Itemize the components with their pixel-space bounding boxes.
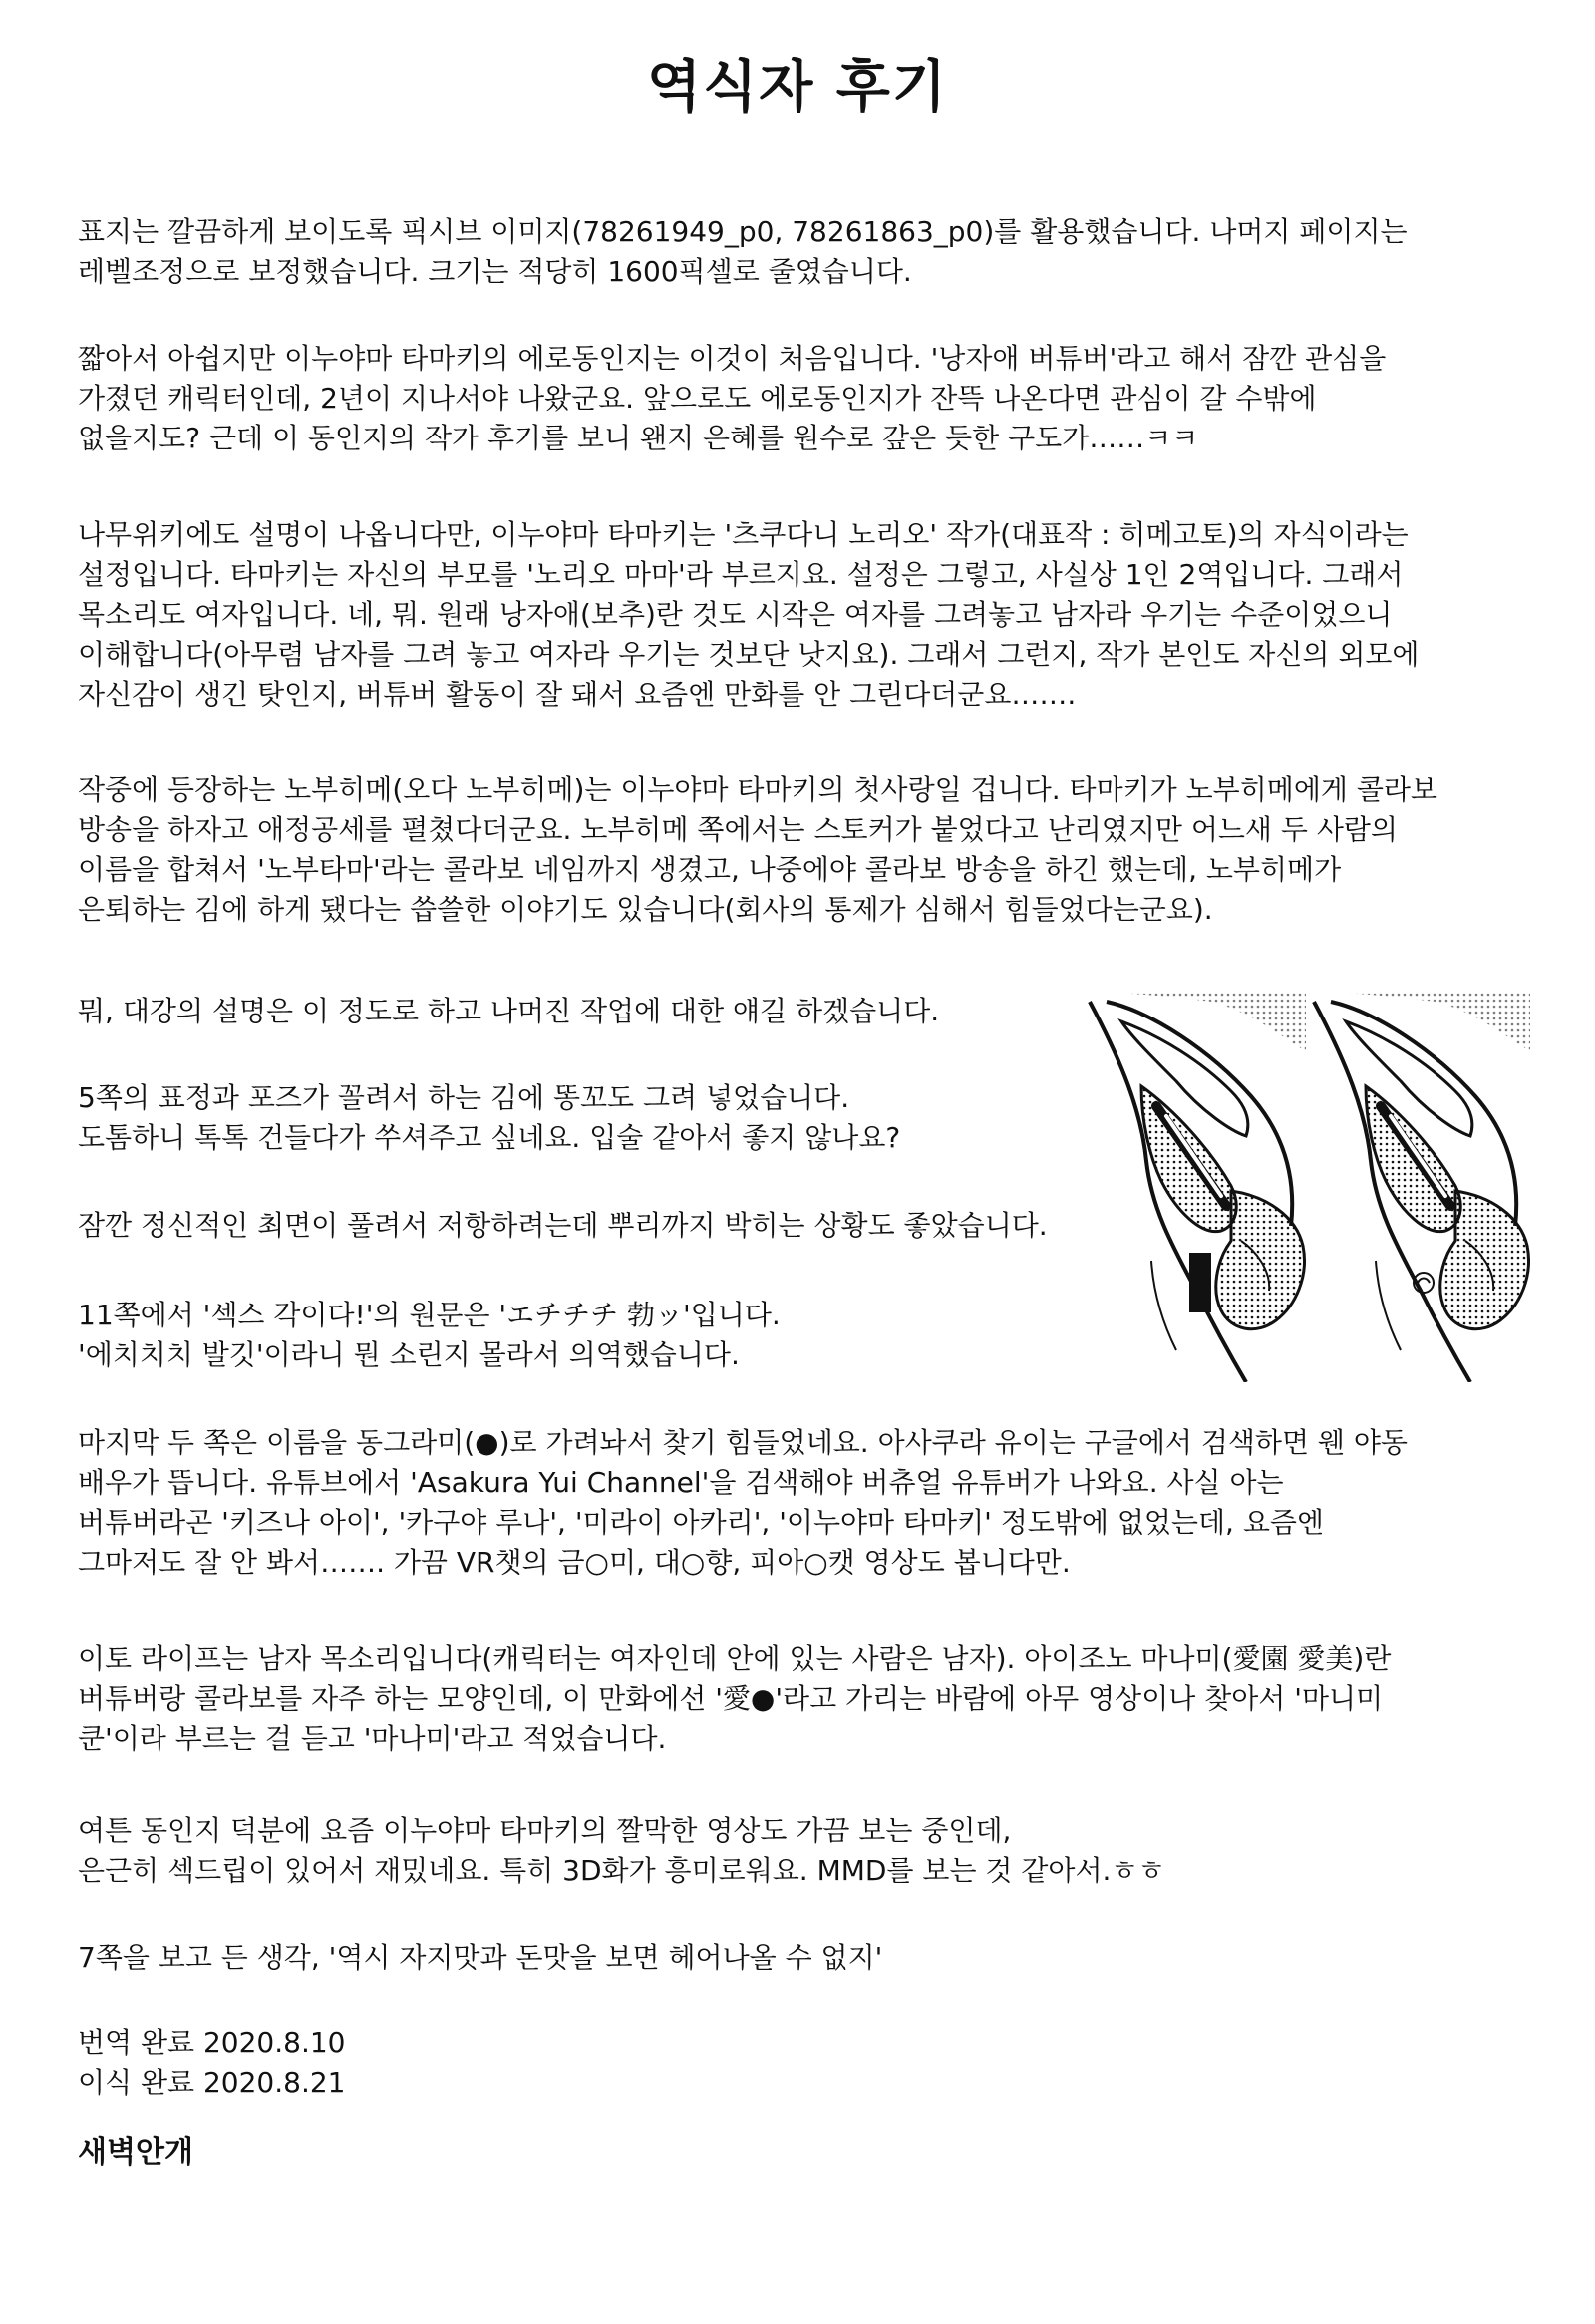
paragraph-hypnosis-note	[78, 1206, 1048, 1246]
text-line: 방송을 하자고 애정공세를 펼쳤다더군요. 노부히메 쪽에서는 스토커가 붙었다고 난리였지만 어느새 두 사람의	[78, 813, 1398, 846]
paragraph-page7-thought	[78, 1938, 882, 1978]
text-line: 가졌던 캐릭터인데, 2년이 지나서야 나왔군요. 앞으로도 에로동인지가 잔뜩 나온다면 관심이 갈 수밖에	[78, 382, 1317, 415]
paragraph-transition	[78, 992, 939, 1031]
text-line: 쿤'이라 부르는 걸 듣고 '마나미'라고 적었습니다.	[78, 1722, 667, 1755]
paragraph-intro	[78, 339, 1386, 458]
text-line: 이름을 합쳐서 '노부타마'라는 콜라보 네임까지 생겼고, 나중에야 콜라보 방송을 하긴 했는데, 노부히메가	[78, 853, 1342, 886]
text-line: 작중에 등장하는 노부히메(오다 노부히메)는 이누야마 타마키의 첫사랑일 겁니다. 타마키가 노부히메에게 콜라보	[78, 773, 1437, 806]
text-line: 도톰하니 톡톡 건들다가 쑤셔주고 싶네요. 입술 같아서 좋지 않나요?	[78, 1121, 901, 1154]
text-line: 은근히 섹드립이 있어서 재밌네요. 특히 3D화가 흥미로워요. MMD를 보는 것 같아서.ㅎㅎ	[78, 1854, 1165, 1887]
text-line: 마지막 두 쪽은 이름을 동그라미(●)로 가려놔서 찾기 힘들었네요. 아사쿠라 유이는 구글에서 검색하면 웬 야동	[78, 1426, 1408, 1459]
text-line: '에치치치 발깃'이라니 뭔 소린지 몰라서 의역했습니다.	[78, 1338, 740, 1371]
paragraph-completion-dates	[78, 2023, 346, 2103]
paragraph-nobuhime	[78, 770, 1437, 930]
paragraph-page11-notes	[78, 1296, 781, 1375]
translator-signature: 새벽안개	[78, 2135, 193, 2170]
paragraph-last-pages	[78, 1423, 1408, 1583]
text-line: 없을지도? 근데 이 동인지의 작가 후기를 보니 왠지 은혜를 원수로 갚은 듯한 구도가……ㅋㅋ	[78, 422, 1199, 454]
text-line: 표지는 깔끔하게 보이도록 픽시브 이미지(78261949_p0, 78261863_p0)를 활용했습니다. 나머지 페이지는	[78, 215, 1408, 248]
text-line: 버튜버랑 콜라보를 자주 하는 모양인데, 이 만화에선 '愛●'라고 가리는 바람에 아무 영상이나 찾아서 '마니미	[78, 1682, 1384, 1715]
text-line: 은퇴하는 김에 하게 됐다는 씁쓸한 이야기도 있습니다(회사의 통제가 심해서 힘들었다는군요).	[78, 893, 1213, 926]
text-line: 7쪽을 보고 든 생각, '역시 자지맛과 돈맛을 보면 헤어나올 수 없지'	[78, 1941, 883, 1974]
text-line: 여튼 동인지 덕분에 요즘 이누야마 타마키의 짤막한 영상도 가끔 보는 중인데,	[78, 1814, 1012, 1847]
text-line: 레벨조정으로 보정했습니다. 크기는 적당히 1600픽셀로 줄였습니다.	[78, 255, 912, 288]
text-line: 11쪽에서 '섹스 각이다!'의 원문은 'エチチチ 勃ッ'입니다.	[78, 1299, 781, 1331]
right-figure	[1306, 992, 1530, 1382]
text-line: 뭐, 대강의 설명은 이 정도로 하고 나머진 작업에 대한 얘길 하겠습니다.	[78, 995, 940, 1027]
paragraph-character-background	[78, 515, 1419, 715]
text-line: 잠깐 정신적인 최면이 풀려서 저항하려는데 뿌리까지 박히는 상황도 좋았습니다.	[78, 1209, 1048, 1242]
text-line: 번역 완료 2020.8.10	[78, 2026, 346, 2059]
paragraph-videos	[78, 1811, 1165, 1890]
left-figure	[1082, 992, 1306, 1382]
manga-panel-illustration-icon	[1082, 992, 1530, 1382]
paragraph-ito-life	[78, 1639, 1391, 1759]
page-title: 역식자 후기	[647, 55, 948, 120]
text-line: 이해합니다(아무렴 남자를 그려 놓고 여자라 우기는 것보단 낫지요). 그래서 그런지, 작가 본인도 자신의 외모에	[78, 638, 1420, 671]
text-line: 이토 라이프는 남자 목소리입니다(캐릭터는 여자인데 안에 있는 사람은 남자). 아이조노 마나미(愛園 愛美)란	[78, 1642, 1392, 1675]
text-line: 나무위키에도 설명이 나옵니다만, 이누야마 타마키는 '츠쿠다니 노리오' 작가(대표작 : 히메고토)의 자식이라는	[78, 518, 1409, 551]
paragraph-page5-notes	[78, 1078, 900, 1158]
text-line: 5쪽의 표정과 포즈가 꼴려서 하는 김에 똥꼬도 그려 넣었습니다.	[78, 1081, 850, 1114]
text-line: 목소리도 여자입니다. 네, 뭐. 원래 낭자애(보추)란 것도 시작은 여자를 그려놓고 남자라 우기는 수준이었으니	[78, 598, 1393, 631]
paragraph-cover-notes	[78, 212, 1408, 292]
text-line: 그마저도 잘 안 봐서……. 가끔 VR챗의 금○미, 대○향, 피아○캣 영상도 봅니다만.	[78, 1546, 1071, 1579]
text-line: 자신감이 생긴 탓인지, 버튜버 활동이 잘 돼서 요즘엔 만화를 안 그린다더군요…….	[78, 678, 1077, 711]
text-line: 버튜버라곤 '키즈나 아이', '카구야 루나', '미라이 아카리', '이누야마 타마키' 정도밖에 없었는데, 요즘엔	[78, 1506, 1324, 1539]
text-line: 이식 완료 2020.8.21	[78, 2066, 346, 2099]
text-line: 배우가 뜹니다. 유튜브에서 'Asakura Yui Channel'을 검색해야 버츄얼 유튜버가 나와요. 사실 아는	[78, 1466, 1284, 1499]
text-line: 설정입니다. 타마키는 자신의 부모를 '노리오 마마'라 부르지요. 설정은 그렇고, 사실상 1인 2역입니다. 그래서	[78, 558, 1404, 591]
text-line: 짧아서 아쉽지만 이누야마 타마키의 에로동인지는 이것이 처음입니다. '낭자애 버튜버'라고 해서 잠깐 관심을	[78, 342, 1387, 375]
